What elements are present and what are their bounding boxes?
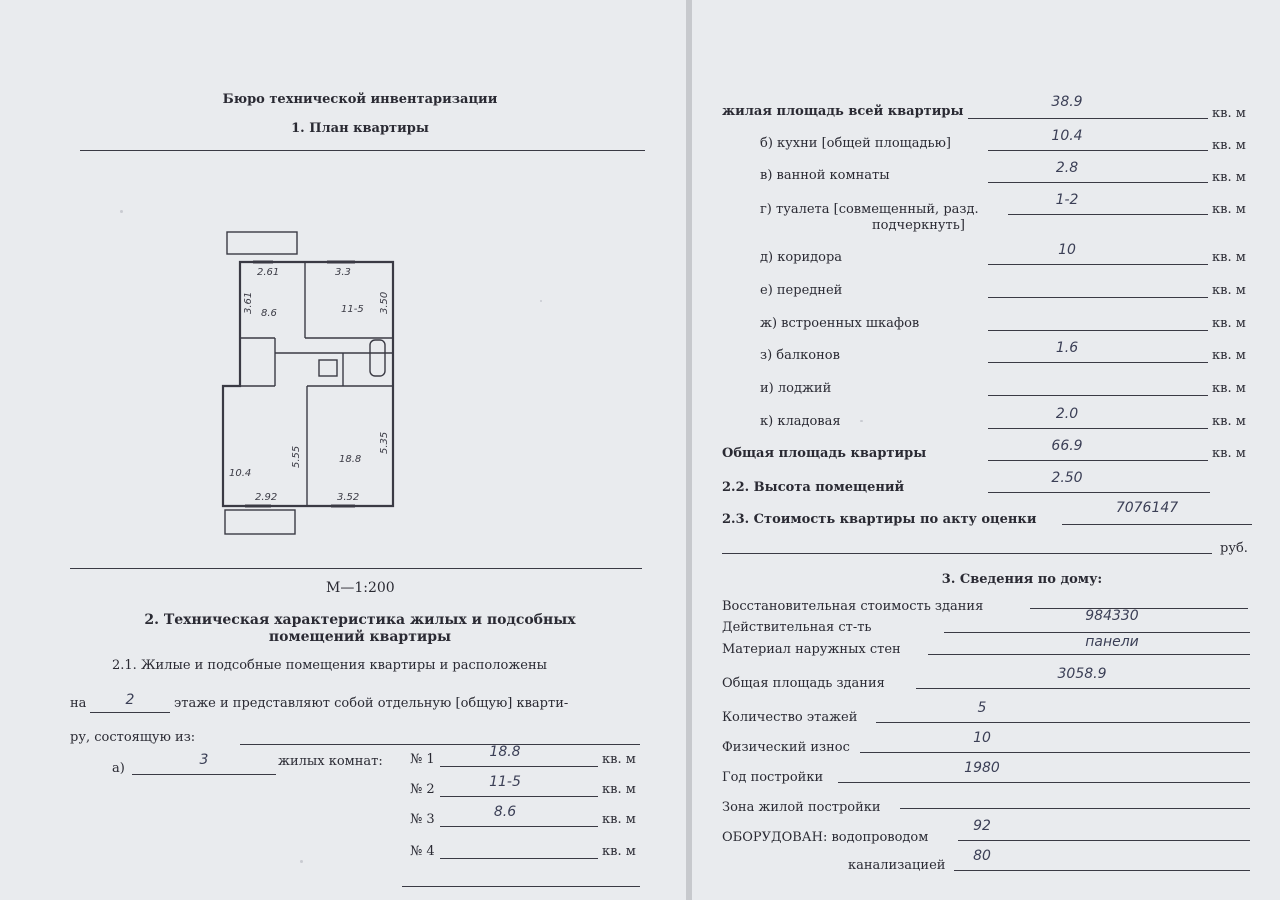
row-corridor-unit: кв. м — [1212, 250, 1246, 265]
plan-dim-3: 3.61 — [243, 291, 254, 314]
row-hall-label: е) передней — [760, 283, 843, 298]
cost-line2-rule — [722, 553, 1212, 554]
plan-balcony-bottom — [225, 510, 295, 534]
height-value: 2.50 — [1051, 470, 1083, 486]
house-wear-rule — [860, 752, 1250, 753]
row-living-area-value: 38.9 — [1051, 94, 1083, 110]
row-kitchen-label: б) кухни [общей площадью] — [760, 136, 951, 151]
cost-label: 2.3. Стоимость квартиры по акту оценки — [722, 512, 1037, 527]
house-sewer-value: 80 — [973, 848, 991, 864]
plan-balcony-top — [227, 232, 297, 254]
row-toilet-value: 1-2 — [1055, 192, 1079, 208]
row-balconies-rule — [988, 362, 1208, 363]
row-living-area-label: жилая площадь всей квартиры — [722, 104, 964, 119]
house-total-area-value: 3058.9 — [1057, 666, 1107, 682]
section3-title: 3. Сведения по дому: — [941, 572, 1103, 587]
rooms-count-rule — [132, 774, 276, 775]
house-wall-material-value: панели — [1085, 634, 1139, 650]
row-bathroom-label: в) ванной комнаты — [760, 168, 890, 183]
room-4-label: № 4 — [410, 844, 435, 859]
row-loggias-label: и) лоджий — [760, 381, 832, 396]
section2-title-line2: помещений квартиры — [268, 629, 452, 645]
right-page — [692, 0, 1280, 900]
bureau-title: Бюро технической инвентаризации — [222, 92, 498, 107]
house-sewer-label: канализацией — [848, 858, 946, 873]
house-wall-material-rule — [928, 654, 1250, 655]
section2-title-line1: 2. Техническая характеристика жилых и подсобных — [144, 612, 576, 628]
plan-dim-6: 5.35 — [379, 431, 390, 454]
house-water-value: 92 — [973, 818, 991, 834]
plan-rule — [70, 568, 642, 569]
floor-rule — [90, 712, 170, 713]
room-2-label: № 2 — [410, 782, 435, 797]
plan-dim-7: 2.92 — [255, 492, 278, 503]
house-floors-value: 5 — [977, 700, 987, 716]
rooms-count: 3 — [199, 752, 209, 768]
plan-area-3: 10.4 — [229, 468, 252, 479]
paragraph-line2-prefix: на — [70, 696, 87, 711]
row-total-area-rule — [988, 460, 1208, 461]
row-corridor-rule — [988, 264, 1208, 265]
row-kitchen-value: 10.4 — [1051, 128, 1083, 144]
row-storage-unit: кв. м — [1212, 414, 1246, 429]
floor-plan — [215, 228, 405, 540]
height-label: 2.2. Высота помещений — [722, 480, 905, 495]
height-rule — [988, 492, 1210, 493]
row-loggias-rule — [988, 395, 1208, 396]
room-1-unit: кв. м — [602, 752, 636, 767]
house-floors-rule — [876, 722, 1250, 723]
room-2-unit: кв. м — [602, 782, 636, 797]
row-bathroom-unit: кв. м — [1212, 170, 1246, 185]
house-zone-rule — [900, 808, 1250, 809]
row-balconies-value: 1.6 — [1055, 340, 1079, 356]
row-toilet-unit: кв. м — [1212, 202, 1246, 217]
cost-rule — [1062, 524, 1252, 525]
row-bathroom-rule — [988, 182, 1208, 183]
room-4-unit: кв. м — [602, 844, 636, 859]
plan-toilet — [319, 360, 337, 376]
rooms-label: жилых комнат: — [278, 754, 383, 769]
room-3-unit: кв. м — [602, 812, 636, 827]
row-bathroom-value: 2.8 — [1055, 160, 1079, 176]
row-storage-label: к) кладовая — [760, 414, 841, 429]
row-living-area-rule — [968, 118, 1208, 119]
house-actual-cost-label: Действительная ст-ть — [722, 620, 872, 635]
row-corridor-value: 10 — [1058, 242, 1076, 258]
paragraph-line1: 2.1. Жилые и подсобные помещения квартиры и расположены — [112, 658, 548, 673]
plan-dim-2: 3.3 — [335, 267, 351, 278]
room-3-rule — [440, 826, 598, 827]
room-1-label: № 1 — [410, 752, 435, 767]
plan-area-2: 11-5 — [341, 304, 364, 315]
row-closets-unit: кв. м — [1212, 316, 1246, 331]
speck — [540, 300, 542, 302]
house-water-rule — [958, 840, 1250, 841]
scale-label: М—1:200 — [326, 580, 395, 596]
house-actual-cost-rule — [944, 632, 1250, 633]
rooms-prefix: а) — [112, 761, 125, 776]
plan-dim-4: 3.50 — [379, 291, 390, 314]
speck — [860, 420, 863, 422]
room-2-value: 11-5 — [489, 774, 521, 790]
row-loggias-unit: кв. м — [1212, 381, 1246, 396]
row-kitchen-rule — [988, 150, 1208, 151]
row-balconies-unit: кв. м — [1212, 348, 1246, 363]
speck — [300, 860, 303, 863]
currency-label: руб. — [1220, 541, 1248, 556]
house-sewer-rule — [954, 870, 1250, 871]
speck — [1100, 640, 1102, 643]
house-restoration-cost-label: Восстановительная стоимость здания — [722, 599, 984, 614]
speck — [120, 210, 123, 213]
row-toilet-label: г) туалета [совмещенный, разд. — [760, 202, 979, 217]
plan-dim-8: 3.52 — [337, 492, 360, 503]
house-year-rule — [838, 782, 1250, 783]
row-total-area-value: 66.9 — [1051, 438, 1083, 454]
house-wall-material-label: Материал наружных стен — [722, 642, 901, 657]
row-closets-rule — [988, 330, 1208, 331]
house-restoration-cost-value: 984330 — [1085, 608, 1139, 624]
house-year-value: 1980 — [964, 760, 1000, 776]
row-total-area-unit: кв. м — [1212, 446, 1246, 461]
row-toilet-rule — [1008, 214, 1208, 215]
house-year-label: Год постройки — [722, 770, 824, 785]
floor-value: 2 — [125, 692, 135, 708]
house-total-area-label: Общая площадь здания — [722, 676, 885, 691]
room-1-value: 18.8 — [489, 744, 521, 760]
house-floors-label: Количество этажей — [722, 710, 858, 725]
paragraph-line3: ру, состоящую из: — [70, 730, 196, 745]
plan-area-1: 8.6 — [261, 308, 277, 319]
plan-dim-5: 5.55 — [291, 445, 302, 468]
row-hall-rule — [988, 297, 1208, 298]
house-zone-label: Зона жилой постройки — [722, 800, 881, 815]
row-balconies-label: з) балконов — [760, 348, 840, 363]
row-kitchen-unit: кв. м — [1212, 138, 1246, 153]
plan-dim-1: 2.61 — [257, 267, 280, 278]
room-2-rule — [440, 796, 598, 797]
rooms-bottom-rule — [402, 886, 640, 887]
row-living-area-unit: кв. м — [1212, 106, 1246, 121]
plan-bathtub — [370, 340, 385, 376]
house-wear-value: 10 — [973, 730, 991, 746]
row-closets-label: ж) встроенных шкафов — [760, 316, 920, 331]
room-3-label: № 3 — [410, 812, 435, 827]
row-toilet-label2: подчеркнуть] — [872, 218, 965, 233]
plan-area-4: 18.8 — [339, 454, 362, 465]
row-total-area-label: Общая площадь квартиры — [722, 446, 927, 461]
room-3-value: 8.6 — [493, 804, 517, 820]
room-4-rule — [440, 858, 598, 859]
row-hall-unit: кв. м — [1212, 283, 1246, 298]
row-storage-rule — [988, 428, 1208, 429]
row-storage-value: 2.0 — [1055, 406, 1079, 422]
house-water-label: ОБОРУДОВАН: водопроводом — [722, 830, 929, 845]
cost-value: 7076147 — [1115, 500, 1179, 516]
house-wear-label: Физический износ — [722, 740, 850, 755]
section1-rule — [80, 150, 645, 151]
section1-title: 1. План квартиры — [291, 121, 429, 136]
room-1-rule — [440, 766, 598, 767]
row-corridor-label: д) коридора — [760, 250, 843, 265]
paragraph-line2-suffix: этаже и представляют собой отдельную [общую] кварти- — [174, 696, 569, 711]
house-total-area-rule — [916, 688, 1250, 689]
